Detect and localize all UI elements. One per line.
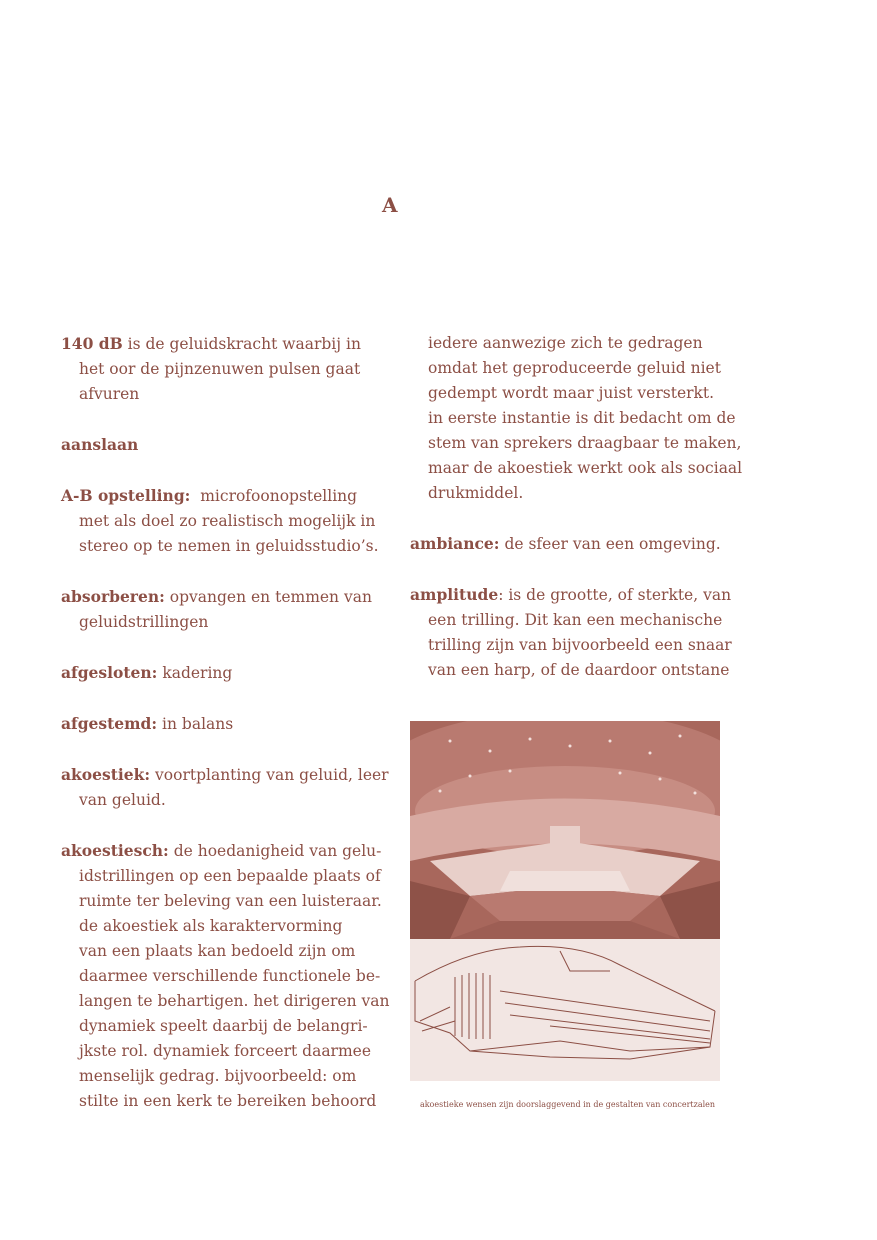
- glossary-term: amplitude: [410, 585, 499, 604]
- entry-spacer: [410, 506, 730, 531]
- entry-line: [61, 864, 381, 889]
- entry-line: [61, 964, 381, 989]
- right-column: [410, 331, 743, 683]
- definition-text: : is de grootte, of sterkte, van: [498, 586, 732, 604]
- definition-text: stilte in een kerk te bereiken behoord: [79, 1092, 377, 1110]
- definition-text: in balans: [157, 715, 234, 733]
- glossary-entry: [61, 331, 376, 407]
- entry-line: [61, 762, 389, 788]
- definition-text: met als doel zo realistisch mogelijk in: [79, 512, 376, 530]
- definition-text: daarmee verschillende functionele be-: [79, 967, 381, 985]
- entry-line: [410, 331, 730, 356]
- entry-line: [61, 838, 382, 864]
- definition-text: voortplanting van geluid, leer: [150, 766, 389, 784]
- figure-caption: akoestieke wensen zijn doorslaggevend in de gestalten van concertzalen: [419, 1100, 716, 1109]
- entry-line: [410, 633, 730, 658]
- glossary-entry: [61, 660, 376, 686]
- definition-text: in eerste instantie is dit bedacht om de: [428, 409, 736, 427]
- entry-line: [410, 531, 730, 557]
- entry-line: [410, 582, 730, 608]
- glossary-entry: [410, 531, 730, 557]
- definition-text: geluidstrillingen: [79, 613, 209, 631]
- entry-line: [410, 406, 736, 431]
- concert-hall-section-drawing: [410, 939, 720, 1081]
- definition-text: trilling zijn van bijvoorbeeld een snaar: [428, 636, 732, 654]
- entry-line: [410, 608, 730, 633]
- definition-text: de akoestiek als karaktervorming: [79, 917, 343, 935]
- definition-text: microfoonopstelling: [190, 487, 358, 505]
- definition-text: stereo op te nemen in geluidsstudio’s.: [79, 537, 379, 555]
- entry-spacer: [61, 813, 376, 838]
- entry-spacer: [61, 686, 376, 711]
- entry-line: [61, 889, 382, 914]
- entry-line: [61, 483, 376, 509]
- entry-line: [410, 481, 730, 506]
- definition-text: omdat het geproduceerde geluid niet: [428, 359, 721, 377]
- entry-spacer: [61, 458, 376, 483]
- glossary-term: akoestiesch:: [61, 841, 169, 860]
- section-letter: A: [382, 193, 398, 217]
- entry-line: [61, 989, 390, 1014]
- entry-spacer: [61, 737, 376, 762]
- entry-line: [61, 331, 376, 357]
- definition-text: van een plaats kan bedoeld zijn om: [79, 942, 356, 960]
- definition-text: is de geluidskracht waarbij in: [122, 335, 361, 353]
- entry-line: [61, 382, 376, 407]
- entry-spacer: [61, 559, 376, 584]
- glossary-entry: [410, 582, 730, 683]
- entry-spacer: [61, 635, 376, 660]
- glossary-term: 140 dB: [61, 334, 123, 353]
- glossary-entry: [61, 584, 376, 635]
- glossary-term: afgesloten:: [61, 663, 158, 682]
- definition-text: kadering: [157, 664, 233, 682]
- entry-line: [61, 357, 376, 382]
- entry-line: [410, 356, 730, 381]
- entry-line: [61, 1064, 376, 1089]
- entry-line: [61, 1014, 376, 1039]
- entry-line: [61, 711, 376, 737]
- entry-line: [410, 658, 730, 683]
- glossary-entry: [61, 838, 390, 1114]
- definition-text: de hoedanigheid van gelu-: [168, 842, 382, 860]
- glossary-term: akoestiek:: [61, 765, 151, 784]
- concert-hall-illustration: [410, 721, 720, 1081]
- entry-line: [61, 534, 379, 559]
- definition-text: maar de akoestiek werkt ook als sociaal: [428, 459, 743, 477]
- entry-line: [61, 914, 376, 939]
- definition-text: opvangen en temmen van: [164, 588, 372, 606]
- glossary-term: absorberen:: [61, 587, 165, 606]
- definition-text: een trilling. Dit kan een mechanische: [428, 611, 723, 629]
- concert-hall-figure: [410, 721, 720, 1081]
- concert-hall-photo: [410, 721, 720, 939]
- definition-text: menselijk gedrag. bijvoorbeeld: om: [79, 1067, 357, 1085]
- glossary-entry: [61, 762, 389, 813]
- definition-text: dynamiek speelt daarbij de belangri-: [79, 1017, 368, 1035]
- entry-line: [61, 660, 376, 686]
- entry-line: [61, 1039, 376, 1064]
- entry-line: [61, 509, 376, 534]
- definition-text: idstrillingen op een bepaalde plaats of: [79, 867, 381, 885]
- definition-text: ruimte ter beleving van een luisteraar.: [79, 892, 382, 910]
- definition-text: afvuren: [79, 385, 140, 403]
- entry-line: [61, 584, 376, 610]
- glossary-entry: [61, 432, 376, 458]
- entry-line: [61, 610, 376, 635]
- definition-text: jkste rol. dynamiek forceert daarmee: [79, 1042, 372, 1060]
- definition-text: de sfeer van een omgeving.: [499, 535, 721, 553]
- entry-line: [410, 431, 742, 456]
- definition-text: van een harp, of de daardoor ontstane: [428, 661, 730, 679]
- left-column: [61, 331, 390, 1114]
- definition-text: iedere aanwezige zich te gedragen: [428, 334, 703, 352]
- glossary-term: aanslaan: [61, 435, 139, 454]
- entry-line: [410, 381, 730, 406]
- definition-text: langen te behartigen. het dirigeren van: [79, 992, 390, 1010]
- glossary-entry: [61, 483, 379, 559]
- entry-spacer: [61, 407, 376, 432]
- definition-text: gedempt wordt maar juist versterkt.: [428, 384, 715, 402]
- entry-line: [410, 456, 743, 481]
- definition-text: het oor de pijnzenuwen pulsen gaat: [79, 360, 361, 378]
- glossary-term: A-B opstelling:: [61, 486, 191, 505]
- entry-line: [61, 1089, 376, 1114]
- definition-text: drukmiddel.: [428, 484, 524, 502]
- glossary-term: ambiance:: [410, 534, 500, 553]
- glossary-entry: [410, 331, 743, 506]
- entry-line: [61, 939, 376, 964]
- glossary-entry: [61, 711, 376, 737]
- entry-spacer: [410, 557, 730, 582]
- definition-text: van geluid.: [79, 791, 166, 809]
- glossary-term: afgestemd:: [61, 714, 158, 733]
- definition-text: stem van sprekers draagbaar te maken,: [428, 434, 742, 452]
- entry-line: [61, 788, 376, 813]
- entry-line: [61, 432, 376, 458]
